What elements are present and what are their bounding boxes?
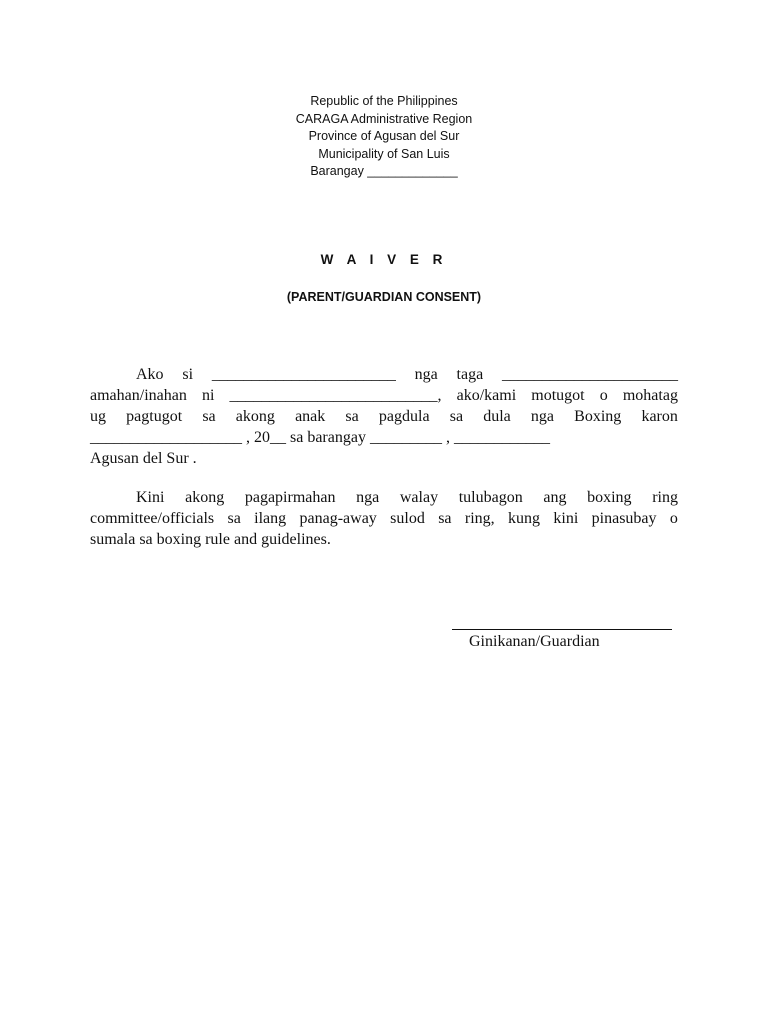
header-line-municipality: Municipality of San Luis <box>318 146 450 161</box>
paragraph-line <box>90 508 678 529</box>
word: nga <box>414 366 438 383</box>
word: walay <box>399 489 439 506</box>
header-line-republic: Republic of the Philippines <box>310 94 458 108</box>
word: amahan/inahan <box>90 387 187 404</box>
word: Kini <box>136 489 165 506</box>
word: dula <box>483 408 511 425</box>
word: karon <box>641 408 678 425</box>
paragraph-line <box>90 385 678 406</box>
header-line-region: CARAGA Administrative Region <box>295 111 473 126</box>
word: sa <box>345 408 359 425</box>
word: ni <box>201 387 215 404</box>
word: nga <box>356 489 380 506</box>
word: pagdula <box>378 408 430 425</box>
word: ______________________ <box>501 366 678 383</box>
signature-line <box>452 629 672 630</box>
word: ilang <box>254 510 287 527</box>
header-line-province: Province of Agusan del Sur <box>308 129 460 143</box>
document-subtitle: (PARENT/GUARDIAN CONSENT) <box>286 290 482 304</box>
word: akong <box>235 408 275 425</box>
paragraph-line <box>90 364 678 385</box>
consent-paragraph <box>90 364 678 469</box>
paragraph-line: sumala sa boxing rule and guidelines. <box>90 531 331 548</box>
word: o <box>669 510 678 527</box>
word: sa <box>438 510 452 527</box>
word: pinasubay <box>591 510 657 527</box>
word: o <box>599 387 608 404</box>
word: panag-away <box>299 510 377 527</box>
word: kung <box>508 510 541 527</box>
word: ring, <box>464 510 495 527</box>
header-line-barangay: Barangay _____________ <box>310 164 458 178</box>
word: tulubagon <box>458 489 523 506</box>
paragraph-line: Agusan del Sur . <box>90 450 197 467</box>
word: pagtugot <box>126 408 183 425</box>
word: __________________________, <box>229 387 442 404</box>
word: anak <box>295 408 326 425</box>
word: ug <box>90 408 106 425</box>
signature-label: Ginikanan/Guardian <box>469 633 600 650</box>
word: boxing <box>587 489 632 506</box>
word: kini <box>553 510 579 527</box>
word: Ako <box>136 366 164 383</box>
word: ako/kami <box>456 387 517 404</box>
word: mohatag <box>622 387 678 404</box>
word: sa <box>227 510 241 527</box>
word: taga <box>456 366 484 383</box>
word: motugot <box>531 387 585 404</box>
word: ang <box>543 489 567 506</box>
word: ring <box>652 489 678 506</box>
word: pagapirmahan <box>244 489 336 506</box>
word: sa <box>202 408 216 425</box>
paragraph-line <box>90 406 678 427</box>
document-title: W A I V E R <box>320 252 448 267</box>
word: Boxing <box>574 408 622 425</box>
word: nga <box>530 408 555 425</box>
document-header <box>0 93 768 181</box>
word: committee/officials <box>90 510 215 527</box>
paragraph-line <box>90 487 678 508</box>
liability-paragraph <box>90 487 678 550</box>
word: akong <box>185 489 225 506</box>
paragraph-line: ___________________ , 20__ sa barangay _________ , ____________ <box>90 429 550 446</box>
word: _______________________ <box>211 366 396 383</box>
word: sa <box>449 408 464 425</box>
word: si <box>182 366 194 383</box>
word: sulod <box>390 510 425 527</box>
